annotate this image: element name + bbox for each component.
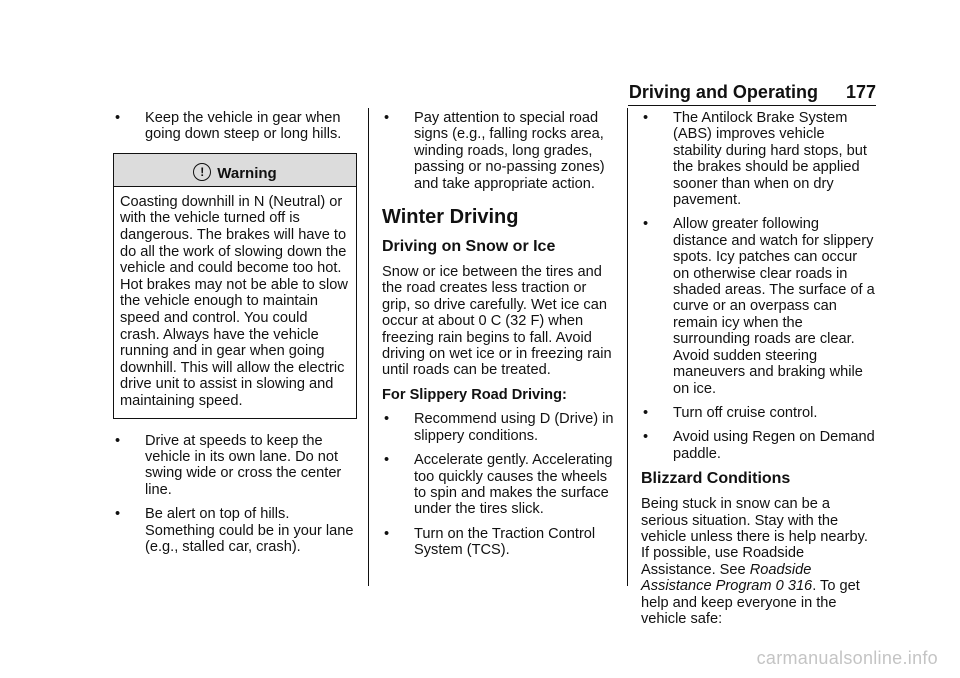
bullet-icon: • bbox=[643, 429, 649, 446]
bullet-icon: • bbox=[115, 506, 121, 523]
column-1 bbox=[113, 110, 357, 563]
bullet-icon: • bbox=[115, 110, 121, 126]
list-item bbox=[382, 526, 614, 559]
bullet-icon: • bbox=[643, 110, 649, 126]
list-item bbox=[641, 405, 877, 421]
bullet-icon: • bbox=[384, 452, 390, 469]
list-item bbox=[113, 506, 357, 555]
paragraph-text: Being stuck in snow can be a serious situation. Stay with the vehicle unless there is help nearby. If possible, use Roadside Assistance. See bbox=[641, 496, 868, 578]
list-item-text: Turn on the Traction Control System (TCS). bbox=[414, 525, 596, 559]
list-item-text: Turn off cruise control. bbox=[673, 404, 818, 421]
list-item-text: Be alert on top of hills. Something could be in your lane (e.g., stalled car, crash). bbox=[145, 506, 354, 555]
list-item-text: Avoid using Regen on Demand paddle. bbox=[673, 429, 875, 462]
watermark: carmanualsonline.info bbox=[756, 648, 938, 668]
column-divider-2 bbox=[627, 108, 628, 586]
list-item bbox=[641, 110, 877, 208]
section-heading: Winter Driving bbox=[382, 206, 519, 229]
warning-box bbox=[113, 153, 357, 419]
header-rule bbox=[628, 105, 876, 106]
page-number: 177 bbox=[845, 82, 876, 102]
paragraph-text: . To get help and keep everyone in the vehicle safe: bbox=[641, 578, 860, 627]
bullet-icon: • bbox=[643, 216, 649, 233]
warning-triangle-icon: ! bbox=[193, 163, 211, 181]
section-title: Driving and Operating bbox=[628, 82, 818, 102]
list-item bbox=[641, 429, 877, 462]
list-item bbox=[382, 452, 614, 518]
paragraph bbox=[641, 496, 877, 627]
column-3 bbox=[641, 110, 877, 635]
list-item bbox=[641, 216, 877, 396]
bullet-icon: • bbox=[643, 404, 649, 421]
column-2 bbox=[382, 110, 614, 567]
list-item-text: Drive at speeds to keep the vehicle in its own lane. Do not swing wide or cross the center line. bbox=[145, 432, 342, 498]
list-item-text: Accelerate gently. Accelerating too quickly causes the wheels to spin and makes the surface under the tires slick. bbox=[414, 452, 613, 518]
bullet-icon: • bbox=[384, 525, 390, 542]
bold-label: For Slippery Road Driving: bbox=[382, 386, 567, 403]
list-item-text: The Antilock Brake System (ABS) improves vehicle stability during hard stops, but the brakes should be applied sooner than when on dry pavement. bbox=[673, 110, 867, 209]
list-item bbox=[382, 110, 614, 192]
bullet-icon: • bbox=[384, 110, 390, 126]
list-item-text: Keep the vehicle in gear when going down steep or long hills. bbox=[145, 110, 342, 143]
column-divider-1 bbox=[368, 108, 369, 586]
bullet-icon: • bbox=[384, 411, 390, 428]
warning-title: Warning bbox=[217, 164, 277, 182]
roadside-assistance-link[interactable]: Roadside Assistance Program bbox=[641, 561, 812, 595]
warning-header bbox=[114, 154, 356, 187]
list-item bbox=[382, 411, 614, 444]
list-item-text: Pay attention to special road signs (e.g., falling rocks area, winding roads, long grades, passing or no-passing zones) and take appropriate action. bbox=[414, 110, 605, 192]
bullet-icon: • bbox=[115, 432, 121, 449]
warning-body: Coasting downhill in N (Neutral) or with the vehicle turned off is dangerous. The brakes will have to do all the work of slowing down the vehicle and could become too hot. Hot brakes may not be able to slow the vehicle enough to maintain speed and control. You could crash. Always have the vehicle running and in gear when going downhill. This will allow the electric drive unit to assist in slowing and maintaining speed. bbox=[120, 193, 348, 409]
subsection-heading: Blizzard Conditions bbox=[641, 470, 791, 488]
page-header bbox=[629, 82, 876, 103]
list-item bbox=[113, 433, 357, 499]
paragraph: Snow or ice between the tires and the road creates less traction or grip, so drive carefully. Wet ice can occur at about 0 C (32 F) when freezing rain begins to fall. Avoid driving on wet ice or in freezing rain until roads can be treated. bbox=[382, 264, 612, 379]
list-item bbox=[113, 110, 357, 143]
subsection-heading: Driving on Snow or Ice bbox=[382, 238, 556, 256]
page-reference[interactable]: 0 316 bbox=[775, 578, 813, 595]
list-item-text: Recommend using D (Drive) in slippery conditions. bbox=[414, 411, 614, 444]
list-item-text: Allow greater following distance and watch for slippery spots. Icy patches can occur on otherwise clear roads in shaded areas. The surface of a curve or an overpass can remain icy when the surrounding roads are clear. Avoid sudden steering maneuvers and braking while on ice. bbox=[673, 216, 875, 397]
